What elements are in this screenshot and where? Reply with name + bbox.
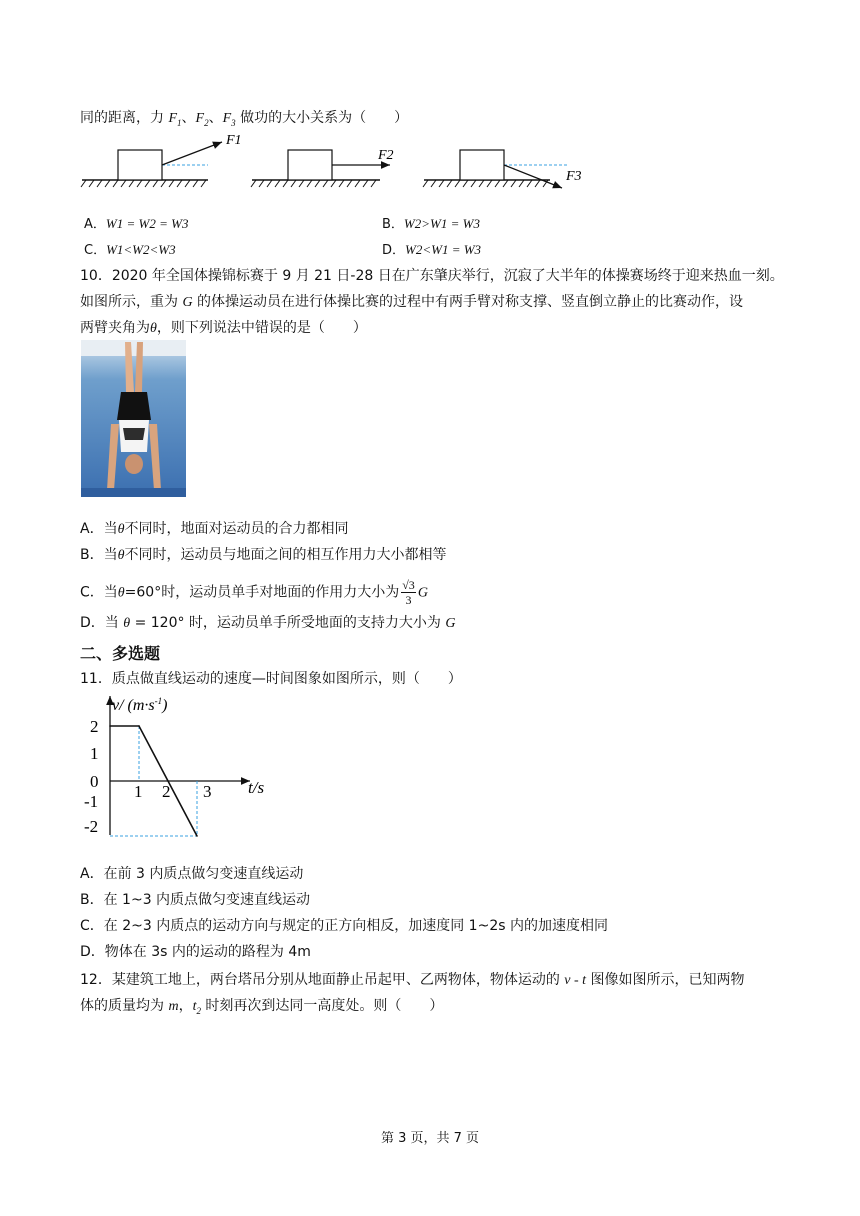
x-tick-label: 3 — [203, 782, 212, 801]
q10-option-b: B．当θ不同时，运动员与地面之间的相互作用力大小都相等 — [80, 547, 447, 563]
q11-option-a: A．在前 3 内质点做匀变速直线运动 — [80, 866, 304, 882]
q11-option-d: D．物体在 3s 内的运动的路程为 4m — [80, 944, 311, 960]
y-tick-label: -2 — [84, 817, 99, 836]
y-axis-label: v/ $(m\cdot s^{-1})$ — [112, 696, 168, 714]
figure-f1 — [81, 133, 242, 187]
label-f3: F3 — [566, 169, 582, 184]
vt-graph — [80, 690, 280, 840]
x-tick-label: 2 — [162, 782, 171, 801]
velocity-point — [138, 725, 140, 727]
q11-option-b: B．在 1~3 内质点做匀变速直线运动 — [80, 892, 311, 908]
y-tick-label: 0 — [90, 772, 99, 791]
velocity-point — [196, 835, 198, 837]
q10-stem-line3: 两臂夹角为θ，则下列说法中错误的是（ ） — [80, 320, 367, 336]
q10-option-d: D．当 θ = 120° 时，运动员单手所受地面的支持力大小为 G — [80, 615, 456, 631]
velocity-point — [109, 725, 111, 727]
q10-option-a: A．当θ不同时，地面对运动员的合力都相同 — [80, 521, 349, 537]
q9-force-figures — [80, 130, 600, 195]
q11-stem: 11．质点做直线运动的速度—时间图象如图所示，则（ ） — [80, 671, 462, 687]
page-footer: 第 3 页，共 7 页 — [380, 1131, 480, 1146]
q9-option-c: C．W1<W2<W3 — [84, 242, 176, 258]
q9-option-a: A．W1 = W2 = W3 — [84, 216, 189, 232]
y-tick-label: -1 — [84, 792, 99, 811]
q10-stem-line1: 10．2020 年全国体操锦标赛于 9 月 21 日-28 日在广东肇庆举行，沉寂了大半年的体操赛场终于迎来热血一刻。 — [80, 268, 784, 284]
x-axis-label: t/s — [248, 778, 265, 797]
figure-f2 — [251, 148, 394, 187]
q9-stem: 同的距离，力 $F_1$、$F_2$、$F_3$ 做功的大小关系为（ ） — [80, 110, 409, 128]
label-f1: F1 — [226, 133, 242, 148]
section-title: 二、多选题 — [80, 644, 161, 663]
x-tick-label: 1 — [134, 782, 143, 801]
fraction-sqrt3-over-3: $\frac{√3}{3}$ — [402, 578, 415, 607]
y-tick-label: 1 — [90, 744, 99, 763]
q10-stem-line2: 如图所示，重为 G 的体操运动员在进行体操比赛的过程中有两手臂对称支撑、竖直倒立静止的比赛动作，设 — [80, 294, 744, 310]
gymnast-photo — [81, 340, 186, 497]
q9-option-d: D．W2<W1 = W3 — [382, 242, 482, 258]
q12-stem-line1: 12．某建筑工地上，两台塔吊分别从地面静止吊起甲、乙两物体，物体运动的 v - t 图像如图所示，已知两物 — [80, 972, 745, 988]
q11-option-c: C．在 2~3 内质点的运动方向与规定的正方向相反，加速度同 1~2s 内的加速度相同 — [80, 918, 608, 934]
q10-option-c: C．当θ=60°时，运动员单手对地面的作用力大小为 $\frac{√3}{3}$ G — [80, 578, 428, 607]
figure-f3 — [423, 150, 582, 188]
y-tick-label: 2 — [90, 717, 99, 736]
label-f2: F2 — [378, 148, 394, 163]
q9-option-b: B．W2>W1 = W3 — [382, 216, 480, 232]
q12-stem-line2: 体的质量均为 m，$t_2$ 时刻再次到达同一高度处。则（ ） — [80, 998, 444, 1016]
